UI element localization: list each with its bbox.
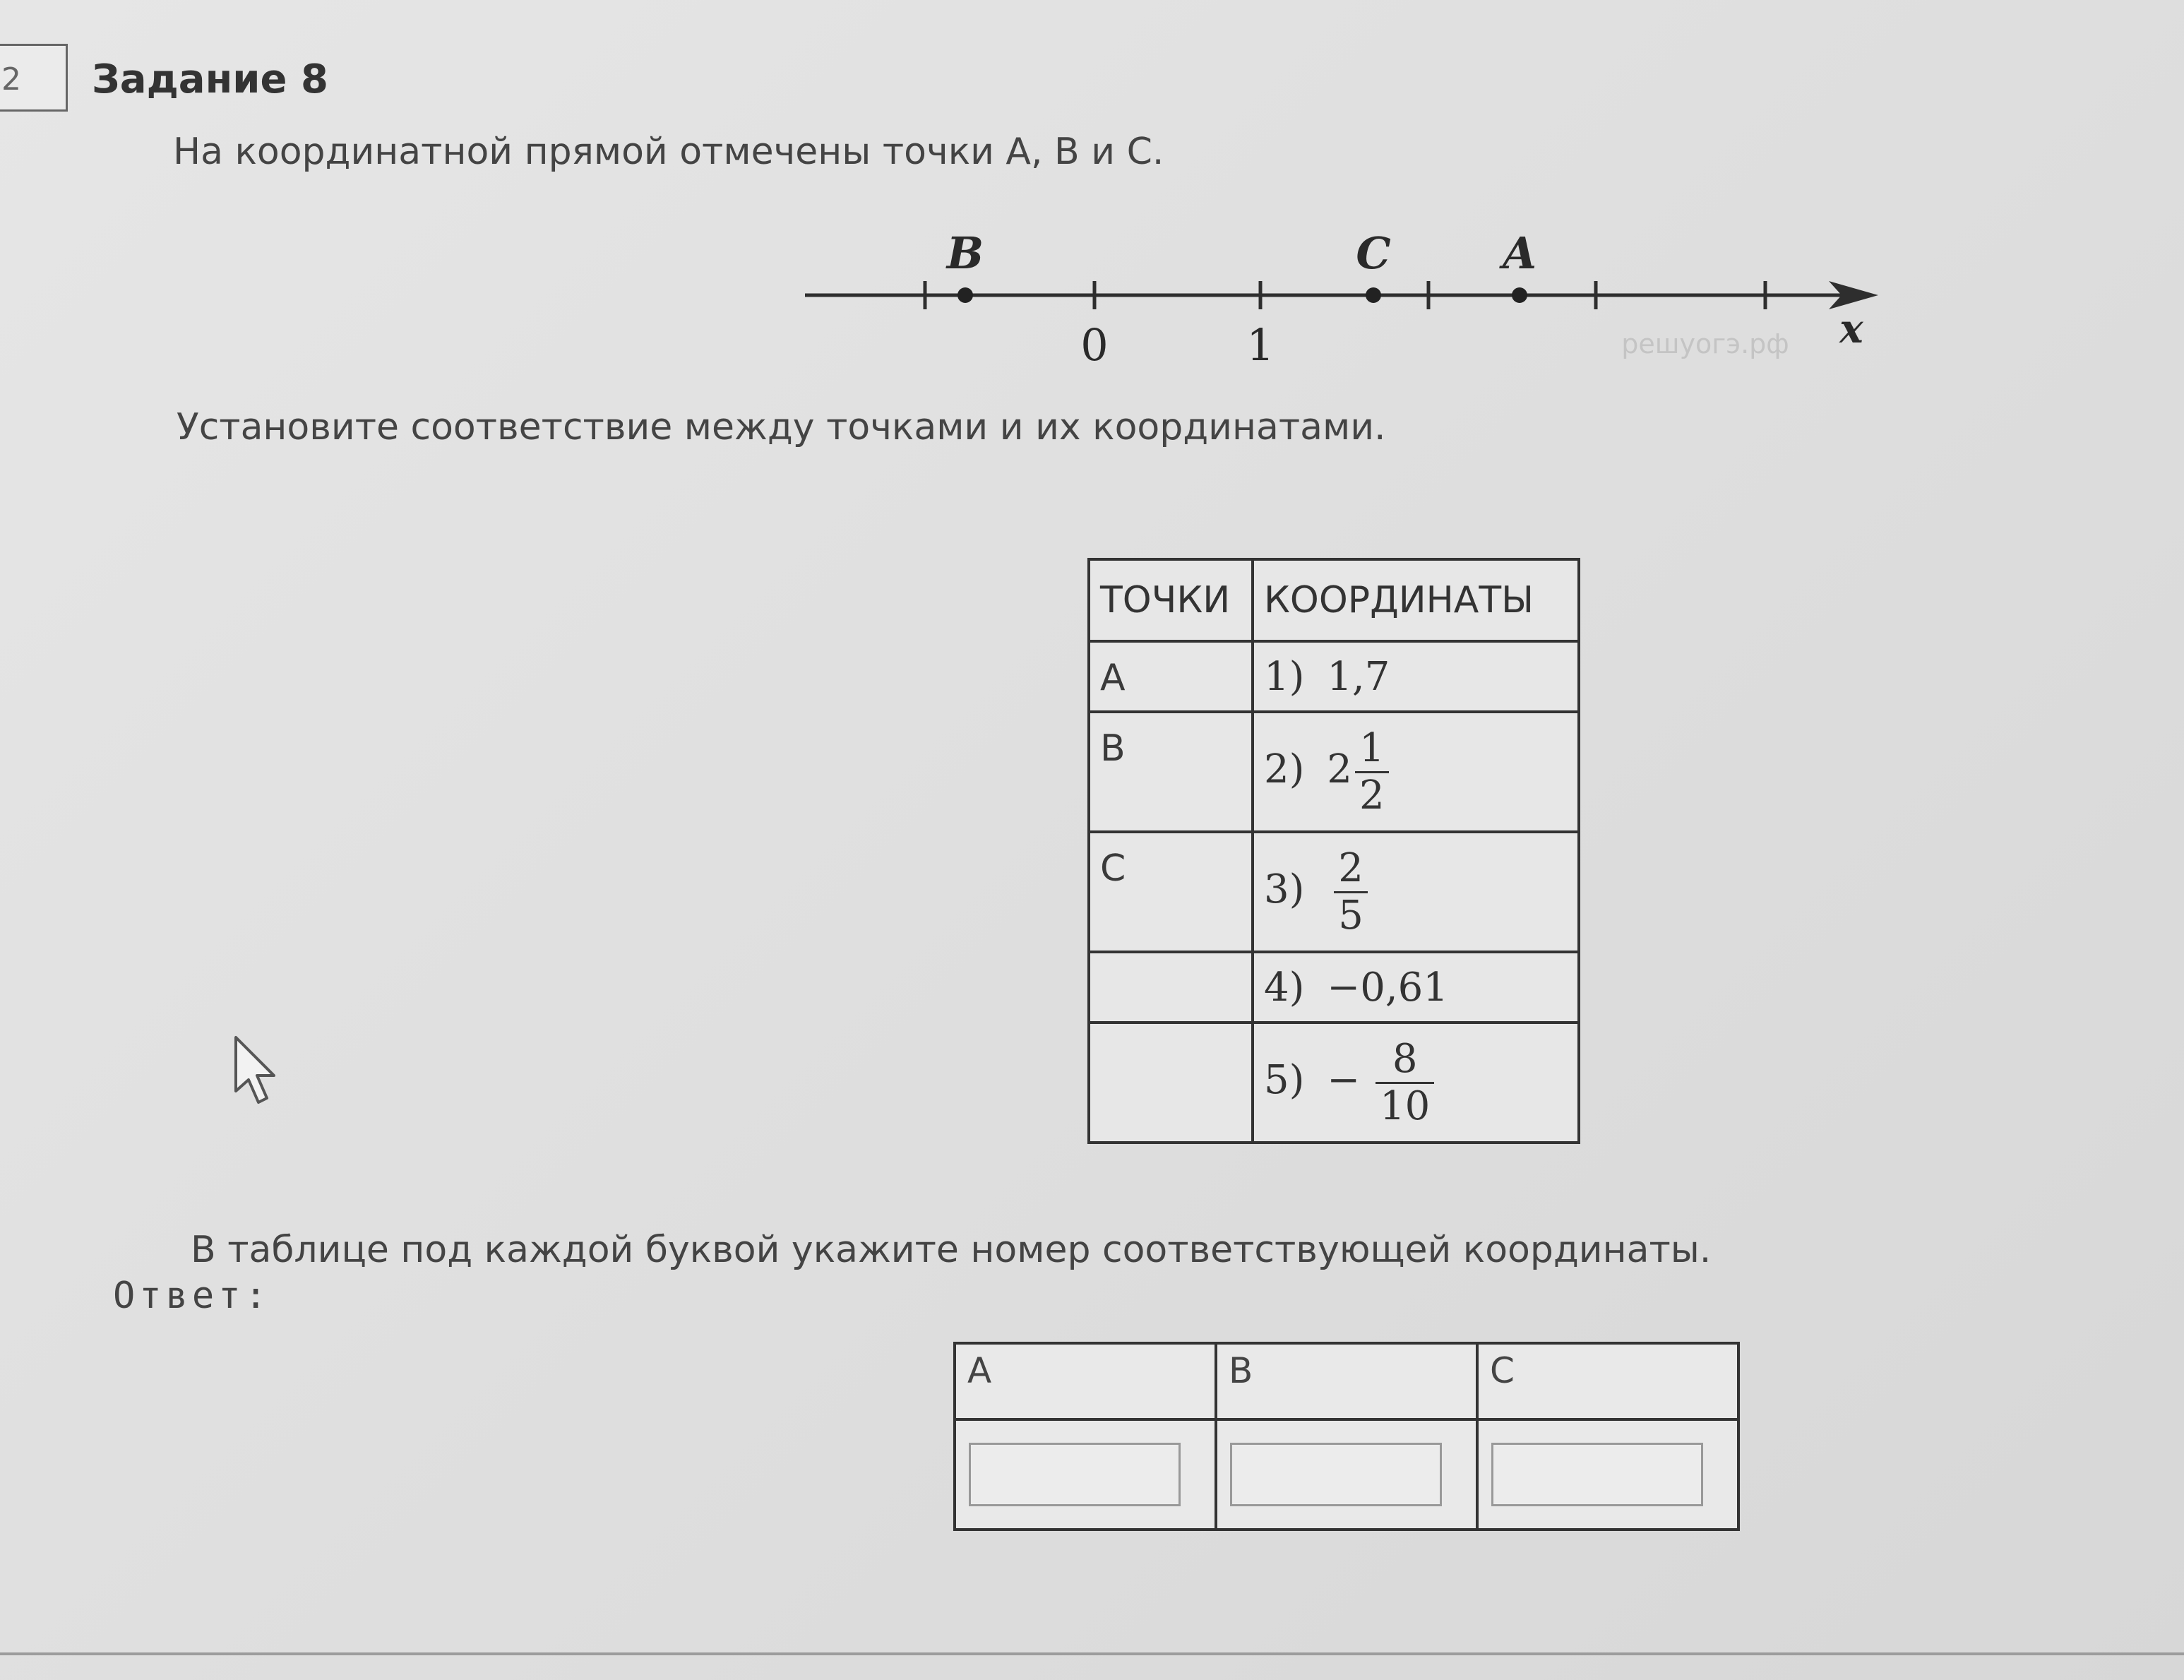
- answer-input-a[interactable]: [969, 1443, 1181, 1506]
- option-5: [1253, 1023, 1579, 1143]
- tick-label-zero: 0: [1080, 319, 1109, 371]
- point-a-label: A: [1502, 227, 1537, 279]
- axis-label-x: x: [1839, 306, 1863, 352]
- option-whole: 2: [1327, 746, 1352, 792]
- fraction: [1376, 1037, 1434, 1129]
- question-number: 2: [1, 61, 21, 97]
- answer-label: Ответ:: [113, 1275, 271, 1317]
- point-cell: B: [1089, 712, 1253, 832]
- point-b-dot: [957, 287, 973, 303]
- answer-table-inputs: [955, 1419, 1738, 1530]
- option-number: 1): [1264, 653, 1305, 700]
- point-a-dot: [1512, 287, 1527, 303]
- point-cell: C: [1089, 832, 1253, 952]
- fraction: [1355, 726, 1389, 818]
- fraction-numerator: 1: [1355, 726, 1389, 773]
- answer-header-b: B: [1216, 1343, 1477, 1419]
- fraction-denominator: 5: [1338, 892, 1363, 939]
- header-points: ТОЧКИ: [1089, 559, 1253, 641]
- answer-cell-b: [1216, 1419, 1477, 1530]
- fraction-numerator: 2: [1334, 846, 1368, 893]
- tick-label-one: 1: [1246, 319, 1275, 371]
- answer-header-a: A: [955, 1343, 1216, 1419]
- option-value: −0,61: [1327, 964, 1448, 1011]
- task-title: Задание 8: [92, 56, 328, 102]
- header-coordinates: КООРДИНАТЫ: [1253, 559, 1579, 641]
- task-instruction: Установите соответствие между точками и их координатами.: [177, 406, 1386, 448]
- fraction-denominator: 10: [1380, 1083, 1431, 1129]
- answer-instruction: В таблице под каждой буквой укажите номер соответствующей координаты.: [191, 1229, 1712, 1271]
- answer-input-c[interactable]: [1491, 1443, 1703, 1506]
- option-number: 5): [1264, 1056, 1305, 1103]
- divider: [0, 1652, 2184, 1655]
- fraction: [1334, 846, 1368, 939]
- point-c-dot: [1366, 287, 1381, 303]
- table-row: [1089, 1023, 1579, 1143]
- fraction-numerator: 8: [1376, 1037, 1434, 1084]
- task-prompt: На координатной прямой отмечены точки A, B и C.: [173, 131, 1164, 173]
- option-1: [1253, 641, 1579, 712]
- option-number: 3): [1264, 866, 1305, 912]
- answer-cell-c: [1477, 1419, 1738, 1530]
- option-number: 4): [1264, 964, 1305, 1011]
- answer-header-c: C: [1477, 1343, 1738, 1419]
- answer-cell-a: [955, 1419, 1216, 1530]
- option-sign: −: [1327, 1056, 1361, 1103]
- table-row: [1089, 641, 1579, 712]
- table-row: [1089, 952, 1579, 1023]
- table-row: [1089, 712, 1579, 832]
- mouse-pointer-icon: [233, 1035, 282, 1105]
- answer-table-header: [955, 1343, 1738, 1419]
- question-number-box: [0, 44, 68, 112]
- point-cell: A: [1089, 641, 1253, 712]
- empty-point-cell: [1089, 952, 1253, 1023]
- option-2: [1253, 712, 1579, 832]
- fraction-denominator: 2: [1359, 772, 1385, 818]
- answer-table: [953, 1342, 1740, 1531]
- answer-input-b[interactable]: [1230, 1443, 1442, 1506]
- option-value: 1,7: [1327, 653, 1390, 700]
- matching-table: [1087, 558, 1580, 1144]
- point-b-label: B: [946, 227, 984, 279]
- table-row: [1089, 832, 1579, 952]
- empty-point-cell: [1089, 1023, 1253, 1143]
- number-line: [798, 219, 1899, 388]
- option-number: 2): [1264, 746, 1305, 792]
- point-c-label: C: [1356, 227, 1391, 279]
- option-4: [1253, 952, 1579, 1023]
- option-3: [1253, 832, 1579, 952]
- matching-table-header: [1089, 559, 1579, 641]
- watermark: решуогэ.рф: [1621, 328, 1789, 359]
